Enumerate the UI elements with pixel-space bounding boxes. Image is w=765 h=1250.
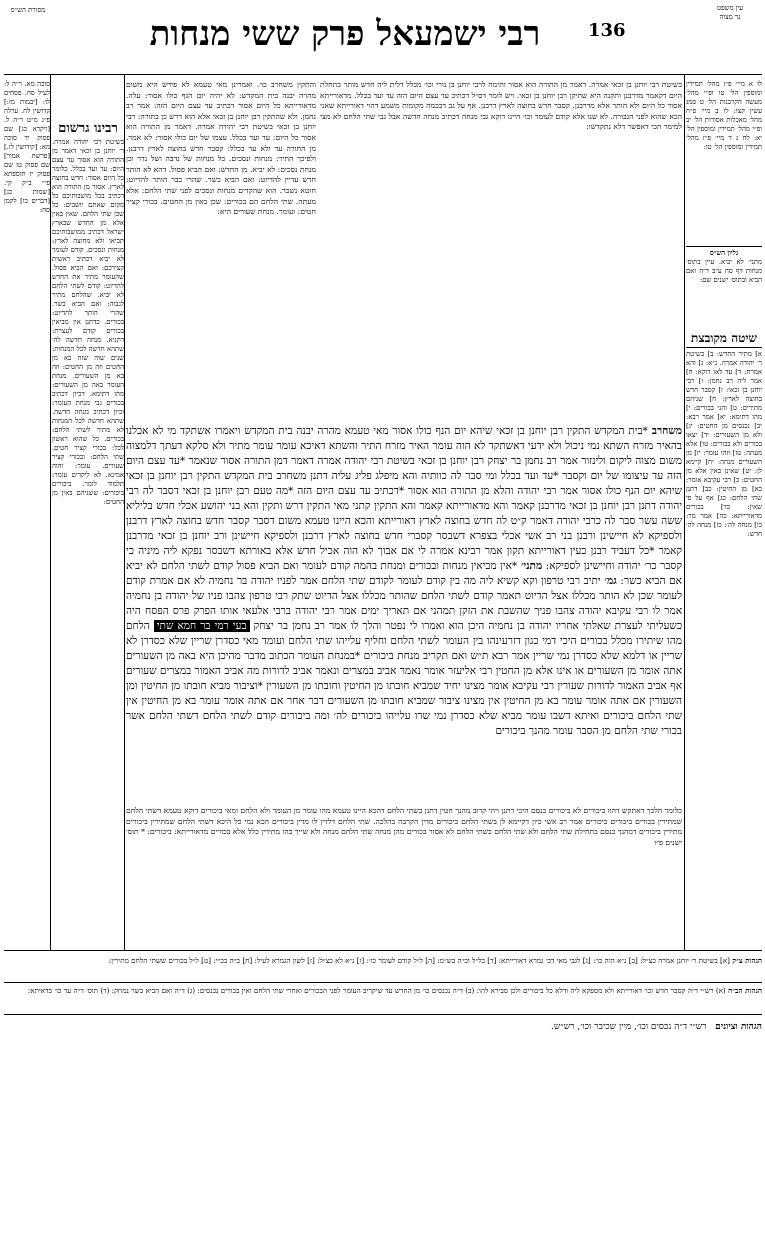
shita-box [686, 330, 762, 1050]
highlighted-phrase: בעי רמי בר חמא שתי [154, 620, 250, 632]
shita-title: שיטה מקובצת [691, 331, 757, 345]
masoret-hashas: סוכה מא. ר״ה ל: לעיל סח. פסחים לו: [יבמות מז:] קדושין לח. ערלה פ״ג מ״ט ר״ה ל. [ויקרא כג] שם פסוק יד סוכה מא: [קידושין לז.] [פרשת אמור] שם פסוק טז שם פסוק יז תוספתא פ״י ב״ק קי. [שמות כג] [דברים כו] לקמן סח: [4, 80, 50, 214]
gemara-p2: *מה טעם רבן יוחנן בן זכאי דסבר לה רבי יהודה דתנן רבן יוחנן בן זכאי מדרבנן קאמר והא מדאורייתא קאמר והא התקין קתני מאי התקין דרש ותקין והא בני יהושע אכלי חדש בליליא ששה עשר סבר לה כרבי יהודה דאמר ק״ט לה חדש בחוצה לארץ דאורייתא והכא היינו טעמא משום דסבר קסבר חדש בחוצה לארץ דרבנן ולספיקא לא חיישינן ורבנן בני רב אשי אכלי בצפרא דשבסר קסברי חדש בחוצה לארץ דרבנן ולספיקא חיישינן ורב יוחנן בן זכאי מדרבנן קאמר *כל דעביד רבנן כעין דאורייתא תקון אמר רבינא אמרה לי אם אבוך לא הוה אכיל חדש אלא באורתא דשבסר נפקא ליה מיניה כי קסבר כר׳ יהודה וחיישינן לספיקא: [126, 485, 682, 572]
hagahot-zach [4, 956, 762, 980]
page-title: רבי ישמעאל פרק ששי מנחות [149, 14, 541, 54]
rabbenu-gershom-box [52, 120, 124, 1060]
footer [4, 1020, 762, 1040]
rabbenu-gershom-title: רבינו גרשום [58, 121, 118, 136]
gemara-opening: משחרב [647, 425, 682, 437]
hagahot-zach-text: [א] בשיטת ר׳ יוחנן אמרה כצ״ל: [ב] נ״א הוה כו׳: [ג] לגבי מאי דכ׳ גמרא דאורייתא: [ד] כל״ל וכ״ה בש״מ: [ה] ל״ל קודם לעומר כו׳: [ו] נ״א לא כצ״ל: [ז] לשון הגמרא לעיל: [ח] כ״ה בכ״י: [ט] ל״ל בכורים ששתי הלחם מתירין: [108, 956, 730, 965]
hagahot-zach-label: הגהות צ״ק [732, 956, 762, 965]
ein-mishpat-label: עין משפט נר מצוה [716, 4, 744, 21]
hagahot-bach-text: (א) רש״י ד״ה קסבר חדש וכו׳ דאורייתא ולא מספקא ליה ודלא כל ביכורים ולכן סבירא להו: (ב) ד״ה נכנסים כו׳ מן החדש עד שיקריב העומר לפני הבכורים ואחרי שתי הלחם ואין בכורים נכנסים: (ג) ד״ה ואם הביא כשר נמחק: (ד) תוס׳ ד״ה עד כו׳ כדאיתא: [27, 986, 726, 995]
hagahot-bach [4, 986, 762, 1010]
shita-text: א] מתיר החדש: ב] בשיטת ר׳ יהודה אמרה. נ״א: ג] והא אמרת: ד] עד לאו דוקא: ה] אמר ליה רב נחמן: ו] רבי יוחנן בן זכאי: ז] קסבר חדש בחוצה לארץ: ח] שניהם מתירים: ט] והני בכורים: י] מהו דתימא: יא] אמר רבא: יב] נכנסים מן החטים: יג] ולא מן השעורים: יד] יצאו בכורים ולא בכורים: טו] אלא מעתה: טז] וזהו עומר: יז] מן השעורים מנחה: יח] קיימא לן: יט] שאינן באין אלא מן החטים: כ] רבי עקיבא אומר: כא] מן החיטין: כב] דתנן שתי הלחם: כג] אף על פי שאין: כד] בכורים מדאורייתא: כה] אמר מר: כו] מנחה לה׳: כז] מנחה לה׳ חדש: [686, 350, 762, 538]
gemara-p4: הלחם מהו שיתירו מכלל בכורים היכי דמי כגון דזרעינהו בין העומר לשתי הלחם וחליף עלייהו שתי הלחם ועומד מאי כסדרן שריין שלא כסדרן לא שריין או דלמא שלא כסדרן נמי שריין אמר רבא ת״ש ואם תקריב מנחת ביכורים *במנחת העומר הכתוב מדבר מהיכן היא באה מן השעורים אתה אומר מן השעורים או אינו אלא מן החטין רבי אליעזר אומר נאמר אביב במצרים ונאמר אביב לדורות מה אביב האמור במצרים שעורים אף אביב האמור לדורות שעורין רבי עקיבא אומר מצינו יחיד שמביא חובתו מן החיטין וחובתו מן השעורין *וציבור מביא חובתו מן החיטין ומן השעורין אם אתה אומר עומר בא מן החיטין אין מצינו ציבור שמביא חובתו מן השעורים דבר אחר אם אתה אומר עומר בא מן החיטין אין שתי הלחם ביכורים ואיתא דשבו עומר מביא שלא כסדרן נמי שרו עלייהו ביכורים לה׳ ומה ביכורים קודם לשתי הלחם דשתי הלחם אשר בכורי שתי הלחם מן הסבר עומר מהנך ביכורים [126, 620, 682, 737]
gemara-p3: יתיב רבי טרפון וקא קשיא ליה מה בין קודם לעומר לקודם שתי הלחם אמר לפניו יהודה בר נחמיה לא אם אמרת קודם לעומר שכן לא הותר מכללו אצל הדיוט תאמר קודם לשתי הלחם שהותר מכללו אצל הדיוט שתק רבי טרפון צהבו פניו של יהודה בן נחמיה אמר לו רבי עקיבא יהודה צהבו פניך שהשבת את הזקן תמהני אם תאריך ימים אמר רבי יהודה ברבי אלעאי אותו הפרק פרס הפסח היה כשעליתי לעצרת שאלתי אחריו יהודה בן נחמיה היכן הוא ואמרו לי נפטר והלך לו אמר רב נחמן בר יצחק [126, 575, 682, 632]
gilyon-text: מתני׳ לא יביא. עיין בתוס׳ מנחות דף סח ע״ב ד״ה ואם הביא ובתוס׳ ישנים שם: [686, 258, 762, 284]
rashi-top: והתקין משחרב כו׳. ואמרינן מאי טעמא לא פירש היא משום מהרה יבנה בית המקדש: לא יהיה יום הנף כולו אסור: עלה. מדאורייתא כל היום אסור דכתיב עד עצם היום הזה: אמר רב נחמן. ולא שהתקין רבן יוחנן בן זכאי אלא הוא דרש כן בתורה: רבי יוחנן בן זכאי בשיטת רבי יהודה אמרה. דאמר מן התורה הוא אסור כל היום: עד ועד בכלל. עצמו של יום כולו אסור: לא אמר. מן התורה עד ולא עד בכלל: קסבר חדש בחוצה לארץ דרבנן. ולפיכך התיר: מנחות ונסכים. כל מנחות של נדבה ושל נדר וכן מנחת נסכים: לא יביא. מן החדש: ואם הביא פסול. דהא לא הותר חדש עדיין להדיוט: ואם הביא כשר. שהרי כבר הותר להדיוט: חוטא נשכר. הוא שהקדים מנחות ונסכים לפני שתי הלחם: אלא מעתה. שתי הלחם הם בכורים: שכן באין מן החטים. בכורי קציר חטים: ועומר. מנחת שעורים היא: [126, 80, 316, 217]
footer-text: רש״י ד״ה נכסים וכו׳, מיין שכיבר וכו׳, רש״ש. [551, 1022, 707, 1032]
gemara-label: גמ׳ [600, 575, 617, 587]
masoret-label: מסורת הש״ס [10, 6, 46, 14]
page-number: 136 [588, 20, 626, 41]
gemara-p1: *בית המקדש התקין רבן יוחנן בן זכאי שיהא יום הנף כולו אסור מאי טעמא מהרה יבנה בית המקדש ויאמרו אשתקד מי לא אכלנו בהאיר מזרח השתא נמי ניכול ולא ידעי דאשתקד לא הוה עומר האיר מזרח התיר והשתא דאיכא עומר עומר מתיר ולא סלקא דעתך דלמצוה משום מצוה ליקום ולינזור אמר רב נחמן בר יצחק רבן יוחנן בן זכאי בשיטת רבי יהודה אמרה דאמר דמן התורה אסור שנאמר *עד עצם היום הזה עד עיצומו של יום וקסבר *עד ועד בכלל ומי סבר לה כוותיה והא מיפלג פליג עליה דתנן משחרב בית המקדש התקין רבן יוחנן בן זכאי שיהא יום הנף כולו אסור אמר רבי יהודה והלא מן התורה הוא אסור *דכתיב עד עצם היום הזה [126, 425, 682, 497]
gilyon-title: גליון הש״ס [709, 249, 739, 257]
gemara-main [126, 424, 682, 804]
gemara-top-left [180, 230, 315, 420]
tosafot: בשיטת רבי יוחנן בן זכאי אמרה. דאמר מן התורה הוא אסור ותימה לרבי יוחנן בן נורי וכו׳ מכלל דלית ליה חדש מותר בתחלת היום דקאמר מדרבנן ותקנה היא שתיקן רבן יוחנן בן זכאי. ויש לומר דס״ל דכתיב עד עצם היום הזה עד ועד בכלל. מדאורייתא אסור כל היום ולא הותר אלא מדרבנן. קסבר חדש בחוצה לארץ דרבנן. אף על גב דבכמה מקומות משמע דהוי דאורייתא שאני הכא שהוא לפני הגבורה. לא שנו אלא קודם לעומר וכו׳ היינו דוקא גבי מנחה דכתיב מנחה חדשה אבל גבי שתי הלחם לא מצי למימר הכי דאפשר דלא נתקדשו: [320, 80, 682, 132]
mishna-label: מתני׳ [517, 560, 543, 572]
gilyon-box [686, 246, 762, 339]
ein-mishpat: לו א מיי׳ פ״ז מהל׳ תמידין ומוספין הל׳ טו ופ״י מהל׳ מעשה הקרבנות הל׳ ט סמג עשין קצו: לז ב מיי׳ פ״ח מהל׳ מאכלות אסורות הל׳ יב ופ״י מהל׳ תמידין ומוספין הל׳ יא: לח ג ד מיי׳ פ״ז מהל׳ תמידין ומוספין הל׳ טו: [686, 80, 762, 151]
lower-commentary: כלומר הלכך דאתקש דהוו ביכורים לא ביכורים כנסם היכי דתנן ויהי קרוב מהנך חטין דתנן בשתי הלחם דהכא היינו טעמא מהו עומר מן העומר ולא הלחם ומאי ביכורים דוקא טעמא דשתי הלחם שמתירין בכורים ביכורים ביכורים אמר רב אשי כיון דקיימא לן בשתי הלחם ביכורים מדין הקרבה בהלכה. שתי הלחם דלדין לו מדין ביכורים הכא נמי כל היכא דשתי הלחם שמתירין ביכורים מתירין ביכורים דמהנך כנסם בתחילת שתי הלחם ולא שתי הלחם כשתי הלחם לא אסור בכורים מהן מנחה שתי הלחם מנחה ולא שייך בהו מתירין כלל אלא בכורים מדאורייתא: ביכורים: * תוס׳ ישנים פ״ו [126, 806, 682, 847]
footer-label: הגהות וציונים [715, 1022, 762, 1032]
rabbenu-gershom-text: בשיטת רבי יהודה אמרה. ר׳ יוחנן בן זכאי דאמר מן התורה הוא אסור עד עצם היום: עד ועד בכלל. כלומר כל היום אסור: חדש בחוצה לארץ. אסור מן התורה הוא דכתיב בכל מושבותיכם כל מקום שאתם יושבים: כל שכן שתי הלחם. שאין באין אלא מן החדש שבארץ ישראל דכתיב ממושבותיכם תביאו ולא מחוצה לארץ: מנחות ונסכים. קודם לעומר לא יביא דכתיב ראשית קצירכם: ואם הביא פסול. שהעומר מתיר את החדש להדיוט: קודם לשתי הלחם לא יביא. שהלחם מתיר לגבוה: ואם הביא כשר. שהרי הותר להדיוט: בכורים. כדתנן אין מביאין בכורים קודם לעצרת: דתניא. מנחה חדשה לה׳ שתהא חדשה לכל המנחות: שנים שוה שזה בא מן החטים וזה מן החטים: וזה בא מן השעורים. מנחת העומר באה מן השעורים: מהו דתימא. דכיון דכתיב בכורים גבי מנחת העומר: וכיון דכתיב מנחה חדשה. שתהא חדשה לכל המנחות לא מתיר לשתי הלחם: בכורים. כל שהוא ראשון לכל: בכורי קציר חטים. שתי הלחם: ובכורי קציר שעורים. עומר: והוה אמינא. לא ליקדים עומר: תלמוד לומר. ביכורים ביכורים: ששניהם באין מן החטים: [52, 138, 124, 506]
mishna-text: *אין מביאין מנחות ובכורים ומנחת בהמה קודם לעומר ואם הביא פסול קודם לשתי הלחם לא יביא אם הביא כשר: [126, 560, 682, 587]
hagahot-bach-label: הגהות הב״ח [728, 986, 762, 995]
